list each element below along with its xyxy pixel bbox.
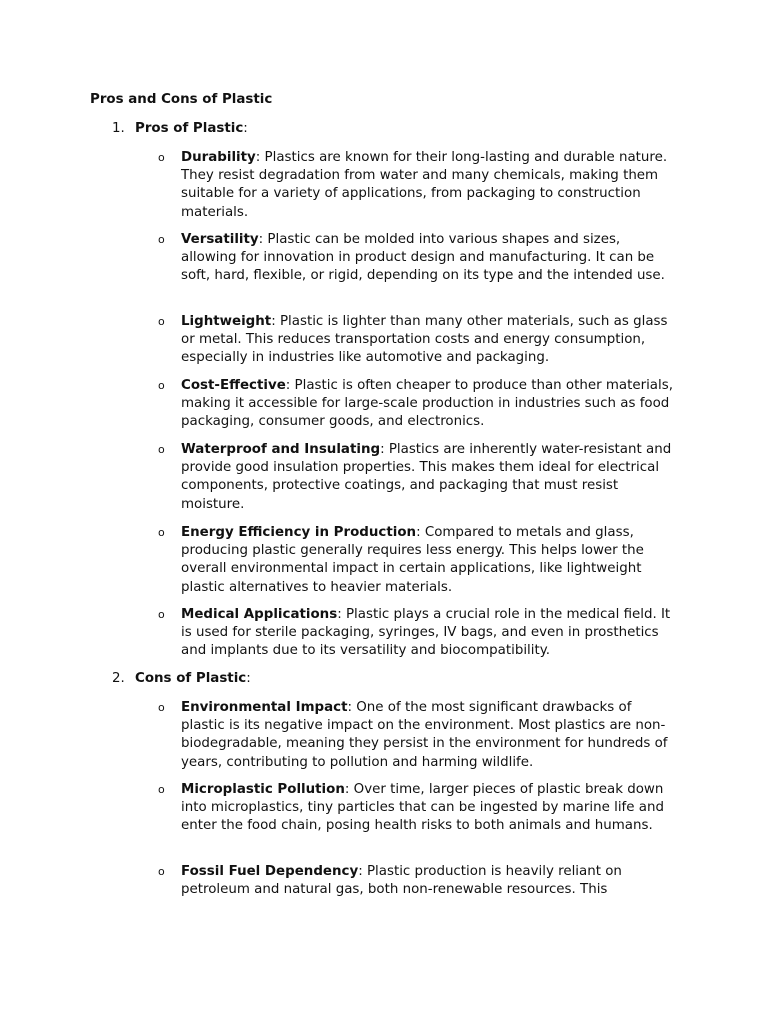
- section-heading-cons: [112, 670, 251, 688]
- item-text: : Plastic is often cheaper to produce than other materials, making it accessible for large-scale production in industries such as food packaging, consumer goods, and electronics.: [181, 378, 673, 430]
- list-item-energy-efficiency: [181, 524, 673, 597]
- list-item-durability: [181, 149, 673, 222]
- item-text: : One of the most significant drawbacks of plastic is its negative impact on the environment. Most plastics are non-biodegradable, meaning they persist in the environment for hundreds of years, contributing to pollution and harming wildlife.: [181, 700, 668, 770]
- item-text: : Plastic plays a crucial role in the medical field. It is used for sterile packaging, syringes, IV bags, and even in prosthetics and implants due to its versatility and biocompatibility.: [181, 607, 671, 659]
- bullet-icon: o: [158, 608, 165, 621]
- list-item-lightweight: [181, 313, 673, 368]
- item-term: Lightweight: [181, 314, 272, 329]
- item-text: : Compared to metals and glass, producing plastic generally requires less energy. This helps lower the overall environmental impact in certain applications, like lightweight plastic alternatives to heavier materials.: [181, 525, 644, 595]
- bullet-icon: o: [158, 865, 165, 878]
- section-heading-label: Cons of Plastic: [135, 671, 247, 686]
- list-item-fossil-fuel: [181, 863, 673, 899]
- item-term: Cost-Effective: [181, 378, 286, 393]
- item-text: : Plastics are known for their long-lasting and durable nature. They resist degradation from water and many chemicals, making them suitable for a variety of applications, from packaging to construction materials.: [181, 150, 668, 220]
- section-heading-colon: :: [243, 121, 248, 136]
- list-item-waterproof: [181, 441, 673, 514]
- item-text: : Plastic production is heavily reliant on petroleum and natural gas, both non-renewable resources. This: [181, 864, 622, 898]
- item-term: Waterproof and Insulating: [181, 442, 381, 457]
- item-term: Microplastic Pollution: [181, 782, 345, 797]
- section-heading-colon: :: [246, 671, 251, 686]
- item-term: Fossil Fuel Dependency: [181, 864, 359, 879]
- bullet-icon: o: [158, 233, 165, 246]
- section-number: 2.: [112, 671, 125, 686]
- item-term: Energy Efficiency in Production: [181, 525, 417, 540]
- list-item-versatility: [181, 231, 673, 286]
- item-term: Durability: [181, 150, 256, 165]
- section-number: 1.: [112, 121, 125, 136]
- bullet-icon: o: [158, 443, 165, 456]
- item-text: : Plastic is lighter than many other materials, such as glass or metal. This reduces transportation costs and energy consumption, especially in industries like automotive and packaging.: [181, 314, 668, 366]
- item-term: Versatility: [181, 232, 259, 247]
- bullet-icon: o: [158, 379, 165, 392]
- item-term: Medical Applications: [181, 607, 338, 622]
- document-title: Pros and Cons of Plastic: [90, 92, 273, 107]
- list-item-environmental-impact: [181, 699, 673, 772]
- bullet-icon: o: [158, 151, 165, 164]
- bullet-icon: o: [158, 315, 165, 328]
- item-term: Environmental Impact: [181, 700, 348, 715]
- bullet-icon: o: [158, 783, 165, 796]
- item-text: : Plastic can be molded into various shapes and sizes, allowing for innovation in product design and manufacturing. It can be soft, hard, flexible, or rigid, depending on its type and the intended use.: [181, 232, 665, 284]
- list-item-medical: [181, 606, 673, 661]
- item-text: : Plastics are inherently water-resistant and provide good insulation properties. This makes them ideal for electrical components, protective coatings, and packaging that must resist moisture.: [181, 442, 672, 512]
- section-heading-pros: [112, 120, 248, 138]
- section-heading-label: Pros of Plastic: [135, 121, 244, 136]
- bullet-icon: o: [158, 701, 165, 714]
- item-text: : Over time, larger pieces of plastic break down into microplastics, tiny particles that can be ingested by marine life and enter the food chain, posing health risks to both animals and humans.: [181, 782, 664, 834]
- bullet-icon: o: [158, 526, 165, 539]
- list-item-cost-effective: [181, 377, 673, 432]
- list-item-microplastic: [181, 781, 673, 836]
